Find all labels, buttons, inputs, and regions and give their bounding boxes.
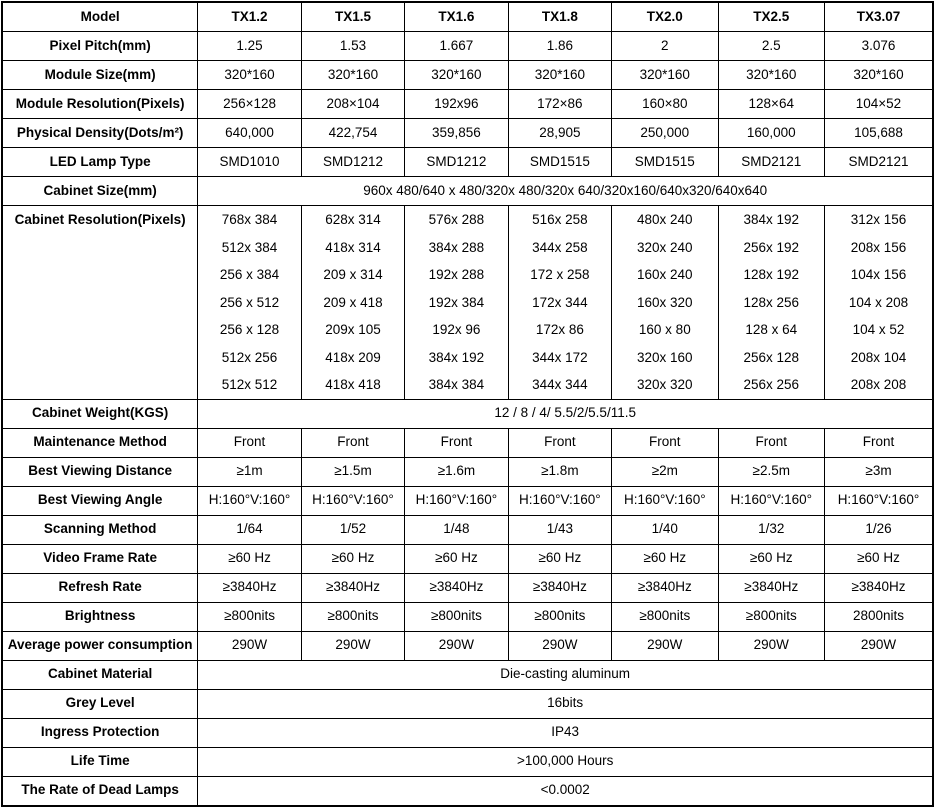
cell-line: 516x 258 [532, 212, 588, 227]
cell-span: Die-casting aluminum [198, 660, 933, 689]
cell [612, 206, 718, 400]
row-cabinet-size [2, 177, 933, 206]
cell-line: 344x 344 [532, 377, 588, 392]
cell-line: 104 x 208 [848, 294, 909, 310]
cell-line: 256x 128 [743, 349, 800, 365]
row-average-power-consumption [2, 631, 933, 660]
cell-line: 312x 156 [850, 212, 907, 227]
cell: 359,856 [405, 119, 508, 148]
cell: 290W [824, 631, 933, 660]
cell: 250,000 [612, 119, 718, 148]
cell: ≥800nits [718, 602, 824, 631]
cell: ≥60 Hz [718, 544, 824, 573]
cell-line: 320x 320 [637, 377, 693, 392]
cell: 320*160 [301, 61, 404, 90]
row-label: Average power consumption [2, 631, 198, 660]
cell: 1/40 [612, 515, 718, 544]
cell: TX2.5 [718, 2, 824, 32]
cell: 290W [405, 631, 508, 660]
cell: H:160°V:160° [301, 486, 404, 515]
row-label: Ingress Protection [2, 718, 198, 747]
row-dead-lamp-rate [2, 776, 933, 806]
cell-line: 344x 258 [532, 239, 588, 255]
cell-line: 128x 256 [743, 294, 800, 310]
cell-line: 172 x 258 [530, 267, 590, 282]
cell: ≥1.5m [301, 457, 404, 486]
cell: 320*160 [508, 61, 611, 90]
cell: H:160°V:160° [718, 486, 824, 515]
cell-line: 480x 240 [637, 212, 693, 227]
cell: 1.86 [508, 32, 611, 61]
cell-line: 208x 208 [850, 377, 907, 392]
cell: TX1.2 [198, 2, 301, 32]
cell-line: 512x 384 [221, 239, 278, 255]
cell [718, 206, 824, 400]
cell-line: 320x 160 [637, 349, 693, 365]
cell: ≥3840Hz [824, 573, 933, 602]
cell: ≥60 Hz [405, 544, 508, 573]
cell: ≥2.5m [718, 457, 824, 486]
cell-line: 160 x 80 [638, 322, 691, 337]
cell-line: 628x 314 [325, 212, 381, 227]
row-refresh-rate [2, 573, 933, 602]
cell: ≥800nits [405, 602, 508, 631]
cell-line: 256 x 128 [219, 322, 280, 337]
cell: ≥800nits [612, 602, 718, 631]
cell-line: 320x 240 [637, 239, 693, 255]
cell: ≥3840Hz [612, 573, 718, 602]
cell: ≥3840Hz [198, 573, 301, 602]
row-ingress-protection [2, 718, 933, 747]
cell: SMD1212 [405, 148, 508, 177]
cell: TX3.07 [824, 2, 933, 32]
cell-line: 209 x 314 [323, 267, 383, 282]
cell [508, 206, 611, 400]
cell: 290W [301, 631, 404, 660]
cell-span: 16bits [198, 689, 933, 718]
cell: 160×80 [612, 90, 718, 119]
cell: ≥800nits [508, 602, 611, 631]
cell: ≥3m [824, 457, 933, 486]
cell: ≥1.6m [405, 457, 508, 486]
cell: 256×128 [198, 90, 301, 119]
cell: 640,000 [198, 119, 301, 148]
row-pixel-pitch [2, 32, 933, 61]
spec-table [1, 1, 934, 807]
cell: ≥60 Hz [198, 544, 301, 573]
cell: ≥60 Hz [824, 544, 933, 573]
cell-line: 512x 512 [221, 377, 278, 392]
cell: 3.076 [824, 32, 933, 61]
cell-line: 384x 192 [743, 212, 800, 227]
cell-line: 208x 156 [850, 239, 907, 255]
row-label: Best Viewing Angle [2, 486, 198, 515]
row-cabinet-material [2, 660, 933, 689]
cell: H:160°V:160° [508, 486, 611, 515]
cell-line: 576x 288 [428, 212, 485, 227]
cell-line: 768x 384 [221, 212, 278, 227]
cell: 172×86 [508, 90, 611, 119]
cell: SMD1515 [612, 148, 718, 177]
cell: ≥800nits [198, 602, 301, 631]
cell: H:160°V:160° [198, 486, 301, 515]
cell: 290W [718, 631, 824, 660]
cell: 1/43 [508, 515, 611, 544]
row-label: Cabinet Resolution(Pixels) [2, 206, 198, 400]
cell: SMD1010 [198, 148, 301, 177]
cell: Front [301, 428, 404, 457]
row-label: Module Resolution(Pixels) [2, 90, 198, 119]
cell: ≥800nits [301, 602, 404, 631]
cell-line: 160x 240 [637, 267, 693, 282]
cell: 28,905 [508, 119, 611, 148]
cell: ≥3840Hz [405, 573, 508, 602]
cell: 105,688 [824, 119, 933, 148]
cell-line: 160x 320 [637, 294, 693, 310]
row-cabinet-weight [2, 399, 933, 428]
cell-span: >100,000 Hours [198, 747, 933, 776]
cell-line: 256 x 384 [219, 267, 280, 282]
cell-line: 192x 384 [428, 294, 485, 310]
cell-line: 418x 418 [325, 377, 381, 392]
cell-span: 12 / 8 / 4/ 5.5/2/5.5/11.5 [198, 399, 933, 428]
cell-line: 104 x 52 [852, 322, 905, 337]
cell: 290W [198, 631, 301, 660]
cell-line: 384x 288 [428, 239, 485, 255]
row-label: The Rate of Dead Lamps [2, 776, 198, 806]
cell: 320*160 [718, 61, 824, 90]
cell-line: 256x 256 [743, 377, 800, 392]
row-grey-level [2, 689, 933, 718]
cell: ≥3840Hz [718, 573, 824, 602]
row-scanning-method [2, 515, 933, 544]
cell: 128×64 [718, 90, 824, 119]
cell-line: 192x 96 [432, 322, 481, 337]
cell: Front [718, 428, 824, 457]
cell: 320*160 [405, 61, 508, 90]
cell: Front [198, 428, 301, 457]
cell: 422,754 [301, 119, 404, 148]
cell: 192x96 [405, 90, 508, 119]
cell-line: 172x 344 [532, 294, 588, 310]
cell [405, 206, 508, 400]
row-physical-density [2, 119, 933, 148]
cell-span: <0.0002 [198, 776, 933, 806]
cell [198, 206, 301, 400]
cell: ≥3840Hz [508, 573, 611, 602]
row-brightness [2, 602, 933, 631]
cell: 320*160 [198, 61, 301, 90]
cell-line: 512x 256 [221, 349, 278, 365]
row-label: Cabinet Weight(KGS) [2, 399, 198, 428]
cell: SMD2121 [824, 148, 933, 177]
row-label: Brightness [2, 602, 198, 631]
cell: 2800nits [824, 602, 933, 631]
cell-line: 192x 288 [428, 267, 485, 282]
cell: 290W [508, 631, 611, 660]
cell: 2.5 [718, 32, 824, 61]
cell: 104×52 [824, 90, 933, 119]
cell-span: 960x 480/640 x 480/320x 480/320x 640/320x160/640x320/640x640 [198, 177, 933, 206]
cell: 1/32 [718, 515, 824, 544]
cell: 1/26 [824, 515, 933, 544]
cell: 1.53 [301, 32, 404, 61]
row-best-viewing-angle [2, 486, 933, 515]
row-label: Model [2, 2, 198, 32]
cell-line: 256x 192 [743, 239, 800, 255]
cell: 2 [612, 32, 718, 61]
row-module-resolution [2, 90, 933, 119]
row-label: Grey Level [2, 689, 198, 718]
cell: SMD1212 [301, 148, 404, 177]
row-label: Life Time [2, 747, 198, 776]
cell: ≥3840Hz [301, 573, 404, 602]
cell: TX1.8 [508, 2, 611, 32]
cell-line: 172x 86 [535, 322, 584, 337]
cell: ≥60 Hz [508, 544, 611, 573]
cell-line: 418x 209 [325, 349, 381, 365]
row-label: Refresh Rate [2, 573, 198, 602]
cell: ≥2m [612, 457, 718, 486]
cell [824, 206, 933, 400]
row-label: Physical Density(Dots/m²) [2, 119, 198, 148]
row-label: Maintenance Method [2, 428, 198, 457]
cell: 290W [612, 631, 718, 660]
cell: H:160°V:160° [405, 486, 508, 515]
cell-line: 209 x 418 [323, 294, 383, 310]
row-label: LED Lamp Type [2, 148, 198, 177]
row-label: Module Size(mm) [2, 61, 198, 90]
row-module-size [2, 61, 933, 90]
row-label: Scanning Method [2, 515, 198, 544]
cell: 160,000 [718, 119, 824, 148]
cell: 320*160 [612, 61, 718, 90]
cell: 1.25 [198, 32, 301, 61]
cell: ≥1m [198, 457, 301, 486]
row-led-lamp-type [2, 148, 933, 177]
cell: TX1.6 [405, 2, 508, 32]
cell: Front [612, 428, 718, 457]
cell-line: 256 x 512 [219, 294, 280, 310]
cell-line: 128x 192 [743, 267, 800, 282]
cell: 1/48 [405, 515, 508, 544]
cell [301, 206, 404, 400]
cell: SMD1515 [508, 148, 611, 177]
row-maintenance-method [2, 428, 933, 457]
row-model [2, 2, 933, 32]
cell: ≥60 Hz [301, 544, 404, 573]
cell-line: 418x 314 [325, 239, 381, 255]
cell-line: 208x 104 [850, 349, 907, 365]
cell: 1.667 [405, 32, 508, 61]
cell: TX1.5 [301, 2, 404, 32]
cell-span: IP43 [198, 718, 933, 747]
row-cabinet-resolution [2, 206, 933, 400]
cell: Front [508, 428, 611, 457]
cell: TX2.0 [612, 2, 718, 32]
cell: ≥1.8m [508, 457, 611, 486]
row-label: Best Viewing Distance [2, 457, 198, 486]
cell-line: 209x 105 [325, 322, 381, 337]
cell: ≥60 Hz [612, 544, 718, 573]
cell-line: 384x 192 [428, 349, 485, 365]
cell: 320*160 [824, 61, 933, 90]
cell: H:160°V:160° [824, 486, 933, 515]
cell: SMD2121 [718, 148, 824, 177]
cell: Front [824, 428, 933, 457]
cell: 1/64 [198, 515, 301, 544]
row-label: Video Frame Rate [2, 544, 198, 573]
cell-line: 344x 172 [532, 349, 588, 365]
cell: 208×104 [301, 90, 404, 119]
row-life-time [2, 747, 933, 776]
row-label: Cabinet Size(mm) [2, 177, 198, 206]
row-label: Cabinet Material [2, 660, 198, 689]
row-label: Pixel Pitch(mm) [2, 32, 198, 61]
cell-line: 128 x 64 [745, 322, 798, 337]
row-video-frame-rate [2, 544, 933, 573]
cell-line: 104x 156 [850, 267, 907, 282]
cell-line: 384x 384 [428, 377, 485, 392]
cell: 1/52 [301, 515, 404, 544]
cell: Front [405, 428, 508, 457]
row-best-viewing-distance [2, 457, 933, 486]
cell: H:160°V:160° [612, 486, 718, 515]
